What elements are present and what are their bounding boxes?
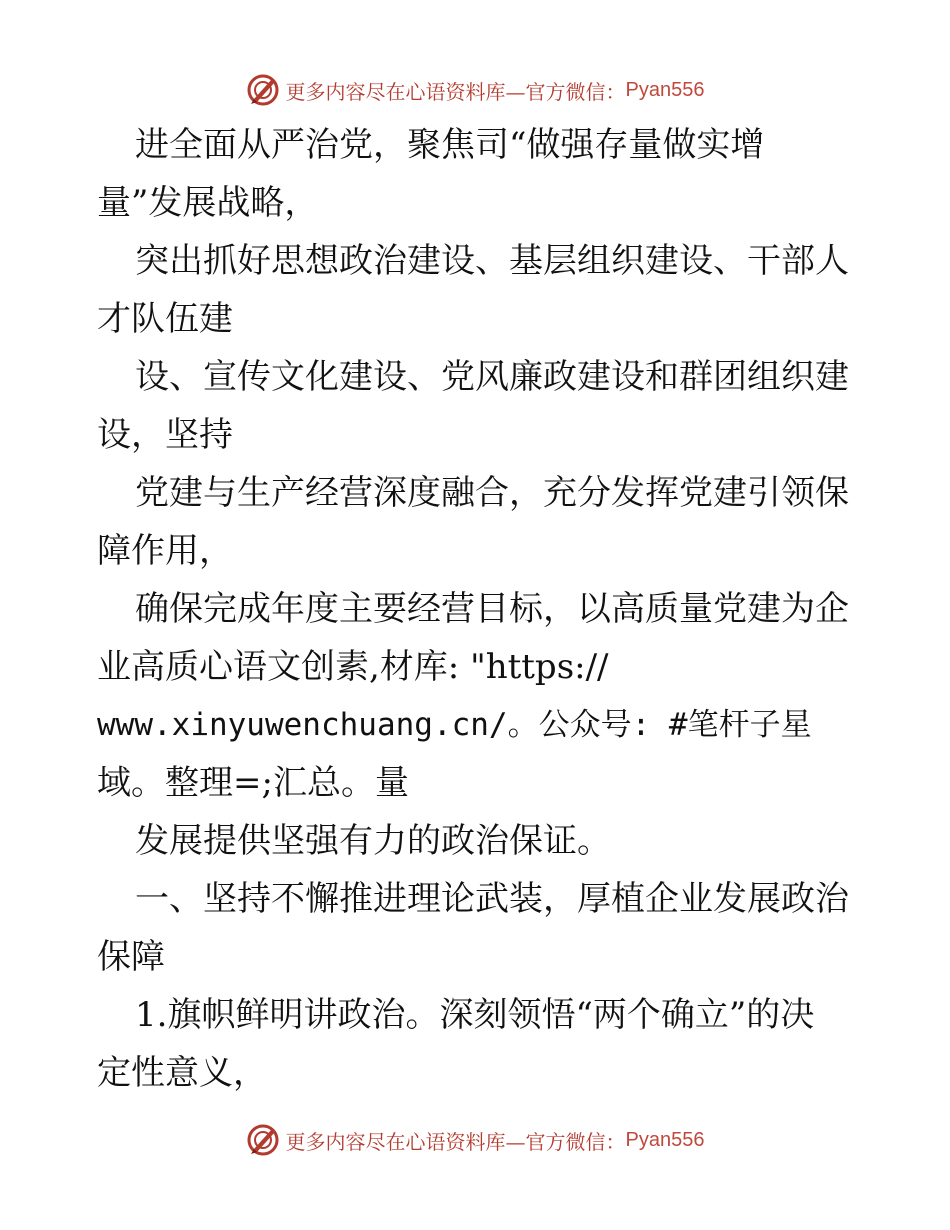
banner-wechat-handle: Pyan556 bbox=[625, 78, 705, 101]
pen-seal-logo-icon bbox=[246, 73, 280, 107]
text-line: 发展提供坚强有力的政治保证。 bbox=[135, 821, 611, 861]
text-line: 确保完成年度主要经营目标，以高质量党建为企 bbox=[135, 589, 849, 629]
text-line: 设，坚持 bbox=[97, 415, 233, 455]
text-line: 障作用， bbox=[97, 531, 233, 571]
footer-banner bbox=[0, 1120, 950, 1160]
banner-wechat-handle: Pyan556 bbox=[625, 1128, 705, 1151]
text-line: 设、宣传文化建设、党风廉政建设和群团组织建 bbox=[135, 357, 849, 397]
document-body bbox=[97, 116, 857, 1102]
section-heading: 一、坚持不懈推进理论武装，厚植企业发展政治 bbox=[135, 879, 849, 919]
text-line: 才队伍建 bbox=[97, 299, 233, 339]
text-line: 1.旗帜鲜明讲政治。深刻领悟“两个确立”的决 bbox=[135, 995, 815, 1035]
text-line: 党建与生产经营深度融合，充分发挥党建引领保 bbox=[135, 473, 849, 513]
banner-text: 更多内容尽在心语资料库—官方微信： bbox=[285, 79, 626, 104]
text-line: 定性意义， bbox=[97, 1053, 267, 1093]
section-heading-cont: 保障 bbox=[97, 937, 165, 977]
banner-text: 更多内容尽在心语资料库—官方微信： bbox=[285, 1129, 626, 1154]
text-line: 突出抓好思想政治建设、基层组织建设、干部人 bbox=[135, 241, 849, 281]
pen-seal-logo-icon bbox=[246, 1123, 280, 1157]
header-banner bbox=[0, 70, 950, 110]
text-line-url: www.xinyuwenchuang.cn/。公众号: #笔杆子星 bbox=[97, 707, 812, 743]
text-line: 域。整理=;汇总。量 bbox=[97, 763, 409, 803]
text-line: 量”发展战略， bbox=[97, 183, 319, 223]
text-line: 进全面从严治党，聚焦司“做强存量做实增 bbox=[135, 125, 765, 165]
text-line: 业高质心语文创素,材库: "https:// bbox=[97, 647, 609, 687]
